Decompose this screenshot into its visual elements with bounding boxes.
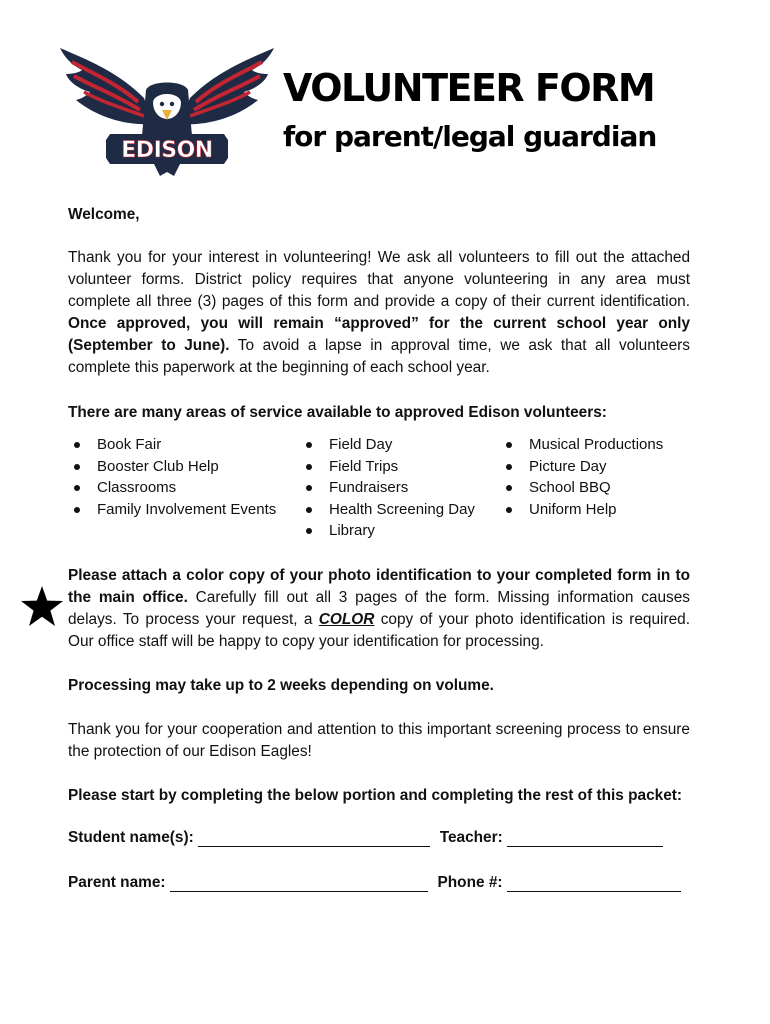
processing-note: Processing may take up to 2 weeks depending on volume. xyxy=(68,677,494,694)
intro-text-1: Thank you for your interest in volunteering! We ask all volunteers to fill out the attached volunteer forms. District policy requires that anyone volunteering in any area must complete all three (3) pages of this form and provide a copy of their current identification. xyxy=(68,249,690,310)
intro-paragraph xyxy=(68,247,690,379)
list-item: Book Fair xyxy=(68,434,276,456)
list-item: Classrooms xyxy=(68,477,276,499)
color-emphasis: COLOR xyxy=(318,611,375,628)
service-areas-column-3 xyxy=(500,434,663,520)
parent-name-label: Parent name: xyxy=(68,874,166,891)
list-item: Uniform Help xyxy=(500,499,663,521)
photo-id-instruction: Please attach a color copy of your photo identification to your completed form in to the main office. xyxy=(68,567,690,606)
welcome-greeting: Welcome, xyxy=(68,206,140,223)
list-item: Field Trips xyxy=(300,456,475,478)
service-areas-column-1 xyxy=(68,434,276,520)
photo-id-text-1: Carefully fill out all 3 pages of the form. Missing information causes delays. To process your request, a xyxy=(68,589,690,628)
photo-id-paragraph xyxy=(68,565,690,653)
start-instruction: Please start by completing the below portion and completing the rest of this packet: xyxy=(68,787,683,804)
list-item: Field Day xyxy=(300,434,475,456)
service-areas-column-2 xyxy=(300,434,475,542)
list-item: Booster Club Help xyxy=(68,456,276,478)
phone-field[interactable] xyxy=(507,874,681,892)
list-item: Family Involvement Events xyxy=(68,499,276,521)
service-areas-heading: There are many areas of service available to approved Edison volunteers: xyxy=(68,404,607,421)
teacher-field[interactable] xyxy=(507,829,663,847)
list-item: Library xyxy=(300,520,475,542)
parent-phone-row xyxy=(68,874,691,892)
student-teacher-row xyxy=(68,829,673,847)
list-item: Picture Day xyxy=(500,456,663,478)
list-item: Fundraisers xyxy=(300,477,475,499)
student-name-field[interactable] xyxy=(198,829,430,847)
black-star-icon xyxy=(20,585,64,627)
edison-eagle-logo xyxy=(58,40,276,178)
logo-text: EDISON xyxy=(121,138,213,163)
list-item: School BBQ xyxy=(500,477,663,499)
thanks-paragraph: Thank you for your cooperation and attention to this important screening process to ensure the protection of our Edison Eagles! xyxy=(68,721,690,760)
phone-label: Phone #: xyxy=(437,874,503,891)
intro-approval-note: Once approved, you will remain “approved” for the current school year only (September to June). xyxy=(68,315,690,354)
teacher-label: Teacher: xyxy=(439,829,503,846)
form-subtitle: for parent/legal guardian xyxy=(283,120,657,153)
parent-name-field[interactable] xyxy=(170,874,428,892)
student-name-label: Student name(s): xyxy=(68,829,194,846)
intro-text-2: To avoid a lapse in approval time, we ask that all volunteers complete this paperwork at the beginning of each school year. xyxy=(68,337,690,376)
list-item: Health Screening Day xyxy=(300,499,475,521)
photo-id-text-2: copy of your photo identification is required. Our office staff will be happy to copy your identification for processing. xyxy=(68,611,690,650)
list-item: Musical Productions xyxy=(500,434,663,456)
form-title: VOLUNTEER FORM xyxy=(283,66,655,110)
